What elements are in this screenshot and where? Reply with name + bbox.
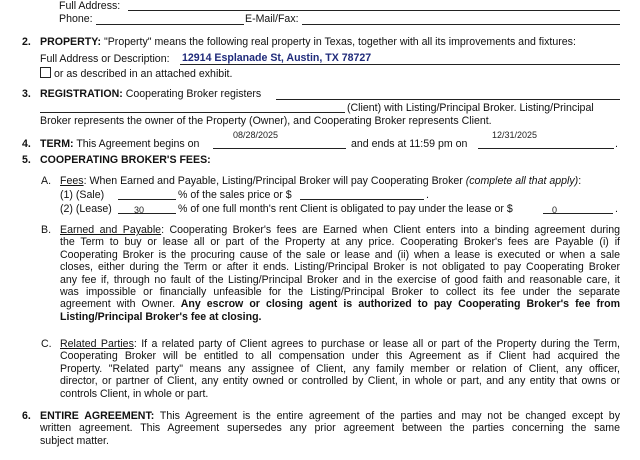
section-5c-letter: C.	[41, 338, 52, 350]
section-5c-paragraph	[60, 338, 620, 400]
section-5c-title: Related Parties	[60, 338, 134, 350]
section-3-heading	[40, 88, 261, 100]
lease-percent-line	[118, 213, 176, 214]
section-3-text: Cooperating Broker registers	[125, 88, 262, 100]
section-5b-line: Earned and Payable: Cooperating Broker's fees are Earned when Client enters into a binding agreement during	[60, 224, 620, 236]
section-2-text: "Property" means the following real property in Texas, together with all its improvements and fixtures:	[103, 36, 576, 48]
section-5a-italic: (complete all that apply)	[465, 175, 579, 187]
email-fax-line[interactable]	[302, 24, 620, 25]
sale-text: % of the sales price or $	[178, 189, 292, 201]
section-5b-line: was impossible or financially unfeasible for the Listing/Principal Broker to collect its fee under the separate	[60, 286, 620, 299]
section-4-text-b: and ends at 11:59 pm on	[351, 138, 468, 150]
section-5b-bold-b: Listing/Principal Broker's fee at closing.	[60, 310, 262, 323]
section-5b-line: agreement with Owner. Any escrow or closing agent is authorized to pay Cooperating Broker's fee from	[60, 298, 620, 311]
attached-exhibit-checkbox[interactable]	[40, 67, 51, 78]
section-4-text-a: This Agreement begins on	[76, 138, 200, 150]
attached-exhibit-row	[40, 67, 232, 80]
end-date-value[interactable]: 12/31/2025	[492, 130, 538, 140]
section-5c-line: Related Parties: If a related party of Client agrees to purchase or lease all or part of the Property during the Term,	[60, 338, 620, 350]
section-2-title: PROPERTY:	[40, 36, 102, 48]
section-5b-title: Earned and Payable	[60, 224, 162, 236]
lease-percent-value[interactable]: 30	[134, 205, 145, 215]
lease-end: .	[615, 203, 618, 215]
phone-label: Phone:	[59, 13, 93, 25]
section-5a-heading	[60, 175, 581, 187]
section-3-line3: Broker represents the owner of the Property (Owner), and Cooperating Broker represents Client.	[40, 115, 492, 127]
lease-amount-line	[543, 213, 613, 214]
section-6-title: ENTIRE AGREEMENT:	[40, 410, 155, 422]
begin-date-line	[213, 148, 346, 149]
address-label: Full Address or Description:	[40, 53, 170, 65]
section-6-line: written agreement. This Agreement supersedes any prior agreement between the parties concerning the same	[40, 422, 620, 435]
section-2-number: 2.	[22, 36, 31, 48]
section-4-period: .	[615, 138, 618, 150]
section-5c-line: director, or partner of Client, any entity owned or controlled by Client, in whole or part, and any entity that owns or	[60, 375, 620, 388]
address-value[interactable]: 12914 Esplanade St, Austin, TX 78727	[182, 52, 372, 64]
section-5b-bold-a: Any escrow or closing agent is authorized to pay Cooperating Broker's fee from	[175, 298, 620, 311]
phone-line[interactable]	[96, 24, 244, 25]
attached-exhibit-text: or as described in an attached exhibit.	[54, 68, 233, 80]
section-3-title: REGISTRATION:	[40, 88, 123, 100]
section-3-number: 3.	[22, 88, 31, 100]
section-5c-line: Cooperating Broker will be entitled to all compensation under this Agreement as if Client had acquired the	[60, 350, 620, 363]
lease-amount-value[interactable]: 0	[552, 205, 558, 215]
sale-amount-line[interactable]	[300, 199, 424, 200]
full-address-line[interactable]	[128, 10, 620, 11]
section-5-title: COOPERATING BROKER'S FEES:	[40, 154, 211, 166]
section-6-paragraph	[40, 410, 620, 447]
section-5b-paragraph	[60, 224, 620, 323]
section-5-number: 5.	[22, 154, 31, 166]
section-5a-letter: A.	[41, 175, 52, 187]
section-5c-line: Property. "Related party" means any assignee of Client, any family member or relation of Client, any officer,	[60, 362, 620, 375]
section-5a-title: Fees	[60, 175, 84, 187]
section-6-number: 6.	[22, 410, 31, 422]
section-5b-line: the Term to buy or lease all or part of the Property at any price. Cooperating Broker's fees are Payable (i) if	[60, 236, 620, 249]
section-5b-line: any fee if, through no fault of the Listing/Principal Broker and in the exercise of good faith and reasonable care, it	[60, 273, 620, 286]
sale-end: .	[426, 189, 429, 201]
full-address-label: Full Address:	[59, 0, 121, 12]
address-line	[180, 64, 620, 65]
registration-line-1[interactable]	[276, 99, 620, 100]
section-4-title: TERM:	[40, 138, 74, 150]
lease-label: (2) (Lease)	[60, 203, 112, 215]
section-5c-line: controls Client, in whole or part.	[60, 387, 209, 400]
section-5a-text: : When Earned and Payable, Listing/Principal Broker will pay Cooperating Broker	[83, 175, 463, 187]
section-4-number: 4.	[22, 138, 31, 150]
section-4-heading	[40, 138, 199, 150]
lease-text: % of one full month's rent Client is obligated to pay under the lease or $	[178, 203, 513, 215]
section-5b-line: Cooperating Broker is the procuring cause of the sale or lease and (ii) when a lease is executed or when a sale	[60, 248, 620, 261]
section-6-line: ENTIRE AGREEMENT: This Agreement is the entire agreement of the parties and may not be changed except by	[40, 410, 621, 422]
begin-date-value[interactable]: 08/28/2025	[233, 130, 279, 140]
sale-percent-line[interactable]	[118, 199, 176, 200]
section-3-line2: (Client) with Listing/Principal Broker. Listing/Principal	[347, 102, 594, 114]
section-5b-line: closes, either during the Term or after it ends. Listing/Principal Broker is not obligated to pay Cooperating Broker	[60, 261, 620, 274]
section-5b-letter: B.	[41, 224, 52, 236]
section-2-heading	[40, 36, 576, 48]
section-5a-colon: :	[578, 175, 582, 187]
end-date-line	[478, 148, 614, 149]
sale-label: (1) (Sale)	[60, 189, 105, 201]
email-fax-label: E-Mail/Fax:	[245, 13, 299, 25]
registration-line-2[interactable]	[40, 112, 345, 113]
section-6-line: subject matter.	[40, 434, 109, 447]
